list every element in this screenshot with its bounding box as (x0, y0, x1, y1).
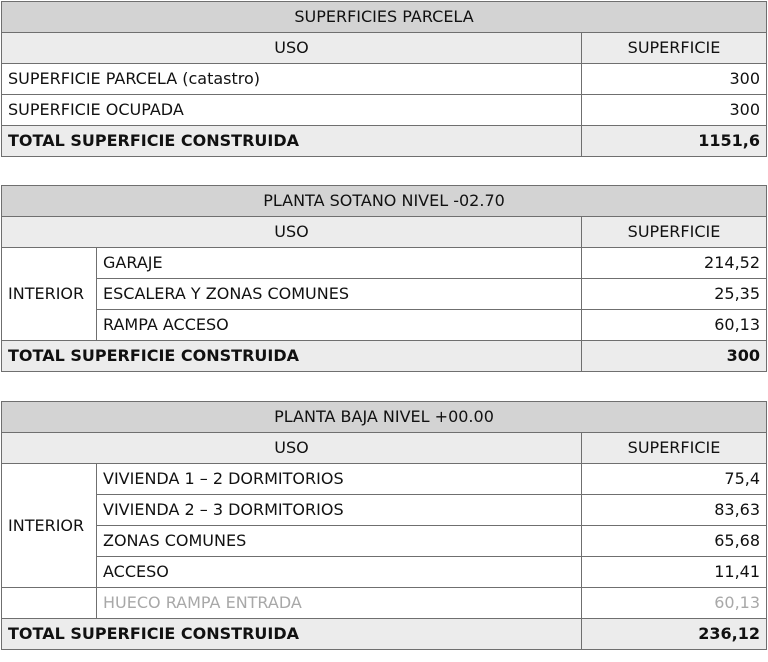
table-row (2, 526, 767, 557)
table-row (2, 557, 767, 588)
row-label: ACCESO (97, 557, 582, 588)
table-superficies-parcela (1, 1, 767, 157)
row-label: RAMPA ACCESO (97, 310, 582, 341)
row-value: 25,35 (582, 279, 767, 310)
group-label-interior: INTERIOR (2, 464, 97, 588)
total-row (2, 126, 767, 157)
table-title: SUPERFICIES PARCELA (2, 2, 767, 33)
column-header-uso: USO (2, 33, 582, 64)
row-value: 300 (582, 95, 767, 126)
row-value: 60,13 (582, 310, 767, 341)
total-value: 236,12 (582, 619, 767, 650)
group-label-interior: INTERIOR (2, 248, 97, 341)
row-label: ESCALERA Y ZONAS COMUNES (97, 279, 582, 310)
row-label: SUPERFICIE PARCELA (catastro) (2, 64, 582, 95)
row-label: SUPERFICIE OCUPADA (2, 95, 582, 126)
table-row (2, 495, 767, 526)
table-row (2, 248, 767, 279)
table-title: PLANTA BAJA NIVEL +00.00 (2, 402, 767, 433)
table-row (2, 95, 767, 126)
total-label: TOTAL SUPERFICIE CONSTRUIDA (2, 619, 582, 650)
row-value: 300 (582, 64, 767, 95)
total-row (2, 619, 767, 650)
total-label: TOTAL SUPERFICIE CONSTRUIDA (2, 341, 582, 372)
table-row (2, 588, 767, 619)
total-value: 1151,6 (582, 126, 767, 157)
table-planta-baja (1, 401, 767, 650)
row-value: 75,4 (582, 464, 767, 495)
row-label: VIVIENDA 1 – 2 DORMITORIOS (97, 464, 582, 495)
row-label: GARAJE (97, 248, 582, 279)
row-value: 60,13 (582, 588, 767, 619)
table-planta-sotano (1, 185, 767, 372)
total-label: TOTAL SUPERFICIE CONSTRUIDA (2, 126, 582, 157)
total-row (2, 341, 767, 372)
column-header-superficie: SUPERFICIE (582, 33, 767, 64)
table-title: PLANTA SOTANO NIVEL -02.70 (2, 186, 767, 217)
column-header-uso: USO (2, 217, 582, 248)
column-header-superficie: SUPERFICIE (582, 433, 767, 464)
row-label: ZONAS COMUNES (97, 526, 582, 557)
total-value: 300 (582, 341, 767, 372)
empty-group-cell (2, 588, 97, 619)
table-row (2, 64, 767, 95)
row-label: HUECO RAMPA ENTRADA (97, 588, 582, 619)
table-row (2, 464, 767, 495)
row-value: 11,41 (582, 557, 767, 588)
table-row (2, 310, 767, 341)
column-header-superficie: SUPERFICIE (582, 217, 767, 248)
column-header-uso: USO (2, 433, 582, 464)
row-value: 65,68 (582, 526, 767, 557)
row-label: VIVIENDA 2 – 3 DORMITORIOS (97, 495, 582, 526)
row-value: 214,52 (582, 248, 767, 279)
row-value: 83,63 (582, 495, 767, 526)
table-row (2, 279, 767, 310)
